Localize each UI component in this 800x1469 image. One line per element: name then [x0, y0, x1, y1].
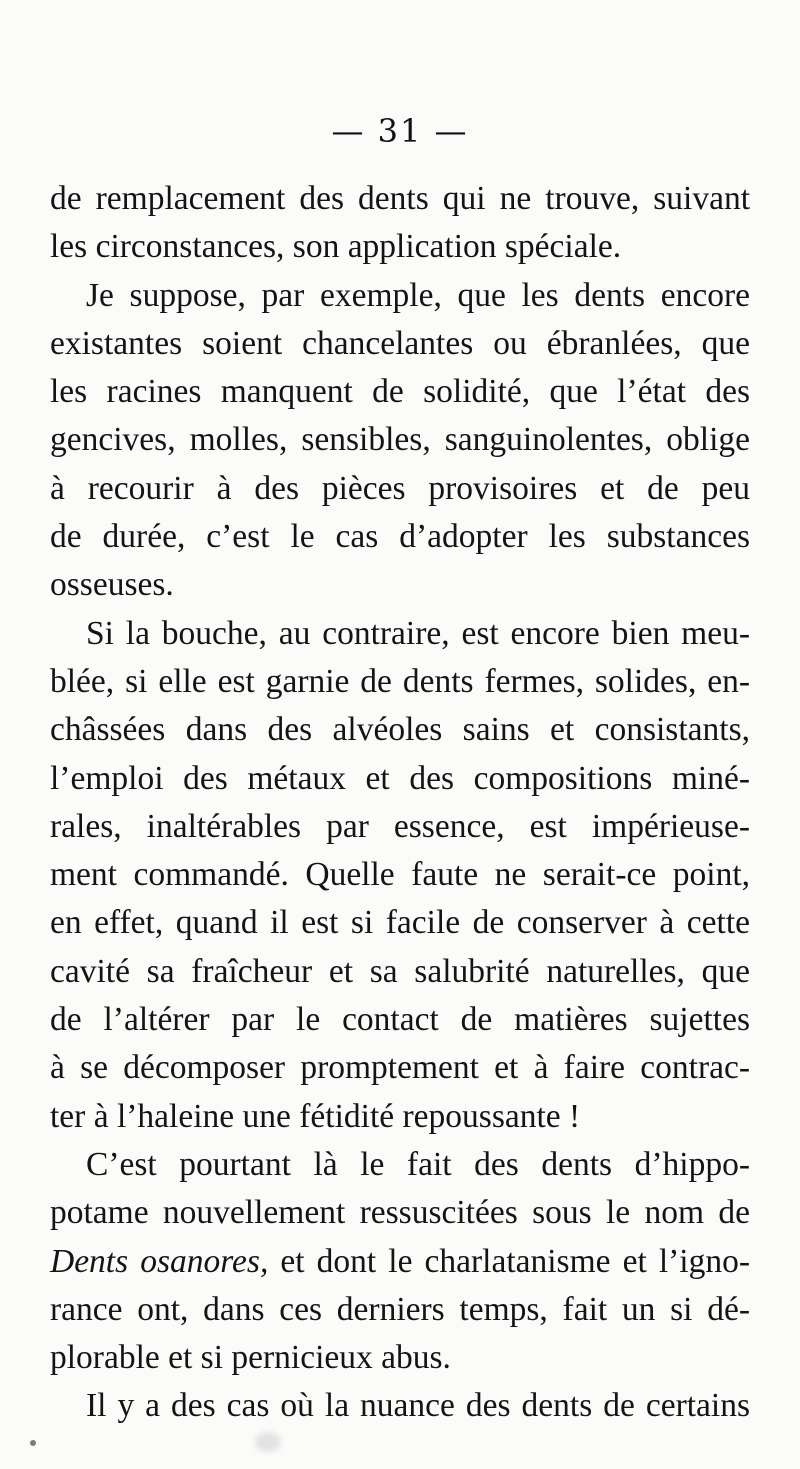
text-line — [50, 1238, 750, 1286]
line-text: à se décomposer promptement et à faire contrac- — [50, 1049, 750, 1087]
text-line — [50, 465, 750, 513]
text-line — [50, 948, 750, 996]
line-text: de durée, c’est le cas d’adopter les substances — [50, 518, 750, 556]
line-text: Il y a des cas où la nuance des dents de certains — [86, 1387, 750, 1425]
line-text: à recourir à des pièces provisoires et de peu — [50, 469, 750, 507]
line-text: potame nouvellement ressuscitées sous le nom de — [50, 1194, 750, 1232]
italic-term: Dents osanores, — [50, 1242, 269, 1280]
text-line — [50, 899, 750, 947]
line-text: C’est pourtant là le fait des dents d’hippo- — [86, 1145, 750, 1183]
line-text: blée, si elle est garnie de dents fermes, solides, en- — [50, 662, 750, 700]
body-text — [50, 175, 750, 1431]
text-line — [50, 1093, 750, 1141]
line-text: gencives, molles, sensibles, sanguinolentes, oblige — [50, 421, 750, 459]
line-text: ment commandé. Quelle faute ne serait-ce point, — [50, 856, 750, 894]
text-line — [50, 272, 750, 320]
text-line — [50, 368, 750, 416]
line-text: châssées dans des alvéoles sains et consistants, — [50, 711, 750, 749]
line-text: en effet, quand il est si facile de conserver à cette — [50, 904, 750, 942]
text-line — [50, 416, 750, 464]
text-line — [50, 610, 750, 658]
text-line — [50, 996, 750, 1044]
line-text: existantes soient chancelantes ou ébranlées, que — [50, 324, 750, 362]
line-text: les racines manquent de solidité, que l’état des — [50, 373, 750, 411]
text-line — [50, 706, 750, 754]
line-text: et dont le charlatanisme et l’igno- — [280, 1242, 750, 1280]
line-text: cavité sa fraîcheur et sa salubrité naturelles, que — [50, 952, 750, 990]
text-line — [50, 223, 750, 271]
ink-smudge — [30, 1440, 36, 1446]
text-line — [50, 803, 750, 851]
line-text: Si la bouche, au contraire, est encore bien meu- — [86, 614, 750, 652]
text-line — [50, 851, 750, 899]
text-line — [50, 561, 750, 609]
line-text: osseuses. — [50, 566, 174, 604]
text-line — [50, 1382, 750, 1430]
line-text: rance ont, dans ces derniers temps, fait un si dé- — [50, 1290, 750, 1328]
text-line — [50, 1044, 750, 1092]
text-line — [50, 1141, 750, 1189]
line-text: de l’altérer par le contact de matières sujettes — [50, 1001, 750, 1039]
text-line — [50, 513, 750, 561]
text-line — [50, 755, 750, 803]
line-text: rales, inaltérables par essence, est impérieuse- — [50, 807, 750, 845]
line-text: ter à l’haleine une fétidité repoussante ! — [50, 1097, 581, 1135]
text-line — [50, 1189, 750, 1237]
line-text: de remplacement des dents qui ne trouve, suivant — [50, 180, 750, 217]
text-line — [50, 175, 750, 223]
ink-smudge — [255, 1432, 281, 1452]
line-text: les circonstances, son application spéciale. — [50, 228, 622, 266]
line-text: plorable et si pernicieux abus. — [50, 1339, 451, 1377]
text-line — [50, 320, 750, 368]
line-text: l’emploi des métaux et des compositions miné- — [50, 759, 750, 797]
text-line — [50, 1334, 750, 1382]
page-number: — 31 — — [331, 112, 469, 150]
text-line — [50, 1286, 750, 1334]
line-text: Je suppose, par exemple, que les dents encore — [86, 276, 750, 314]
text-line — [50, 658, 750, 706]
